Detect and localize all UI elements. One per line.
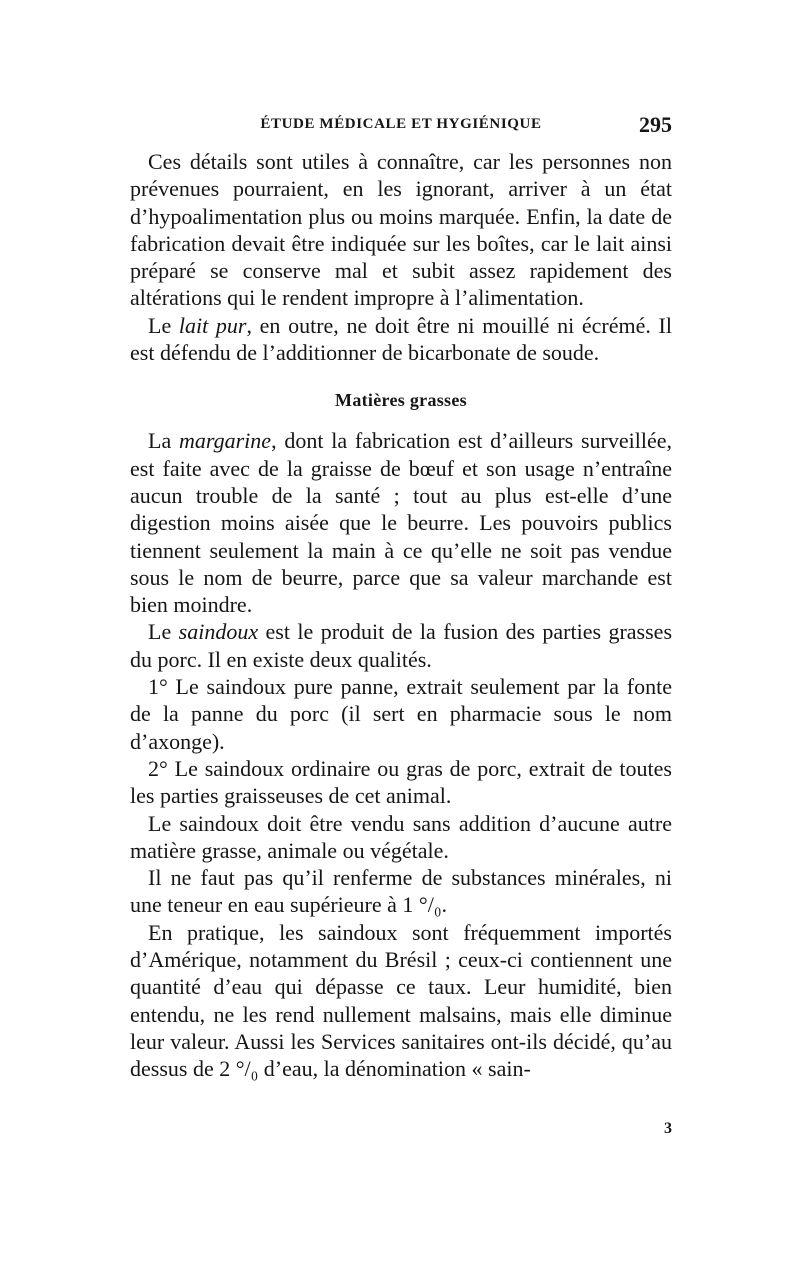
paragraph xyxy=(130,312,672,367)
paragraph-lead: Le xyxy=(148,619,179,645)
italic-term: lait pur xyxy=(178,312,247,338)
section-heading: Matières grasses xyxy=(335,390,467,411)
paragraph: 1° Le saindoux pure panne, extrait seulement par la fonte de la panne du porc (il sert en pharmacie sous le nom d’axonge). xyxy=(130,674,672,754)
italic-term: saindoux xyxy=(178,619,259,645)
paragraph-rest: , dont la fabrication est d’ailleurs surveillée, est faite avec de la graisse de bœuf et son usage n’entraîne aucun trouble de la santé ; tout au plus est-elle d’une digestion moins aisée que le beurre. Les pouvoirs publics tiennent seulement la main à ce qu’elle ne soit pas vendue sous le nom de beurre, parce que sa valeur marchande est bien moindre. xyxy=(130,428,673,618)
page-number: 295 xyxy=(639,112,672,137)
paragraph-rest: est le produit de la fusion des parties grasses du porc. Il en existe deux qualités. xyxy=(130,619,673,672)
body-text xyxy=(130,148,672,1083)
paragraph-rest: , en outre, ne doit être ni mouillé ni écrémé. Il est défendu de l’additionner de bicarbonate de soude. xyxy=(130,312,672,366)
paragraph xyxy=(130,618,672,673)
page-header xyxy=(130,112,672,142)
paragraph-lead: Le xyxy=(148,312,179,338)
italic-term: margarine xyxy=(178,428,272,454)
paragraph: Il ne faut pas qu’il renferme de substances minérales, ni une teneur en eau supérieure à 1 °/₀. xyxy=(130,865,672,918)
running-title: ÉTUDE MÉDICALE ET HYGIÉNIQUE xyxy=(260,116,542,132)
paragraph: Le saindoux doit être vendu sans addition d’aucune autre matière grasse, animale ou végétale. xyxy=(130,810,672,863)
paragraph: Ces détails sont utiles à connaître, car les personnes non prévenues pourraient, en les ignorant, arriver à un état d’hypoalimentation plus ou moins marquée. Enfin, la date de fabrication devait être indiquée sur les boîtes, car le lait ainsi préparé se conserve mal et subit assez rapidement des altérations qui le rendent impropre à l’alimentation. xyxy=(130,149,672,311)
signature-mark: 3 xyxy=(664,1120,672,1137)
paragraph-lead: La xyxy=(148,428,179,454)
paragraph xyxy=(130,427,672,618)
paragraph: En pratique, les saindoux sont fréquemment importés d’Amérique, notamment du Brésil ; ceux-ci contiennent une quantité d’eau qui dépasse ce taux. Leur humidité, bien entendu, ne les rend nullement malsains, mais elle diminue leur valeur. Aussi les Services sanitaires ont-ils décidé, qu’au dessus de 2 °/₀ d’eau, la dénomination « sain- xyxy=(130,919,672,1082)
paragraph: 2° Le saindoux ordinaire ou gras de porc, extrait de toutes les parties graisseuses de cet animal. xyxy=(130,755,672,809)
